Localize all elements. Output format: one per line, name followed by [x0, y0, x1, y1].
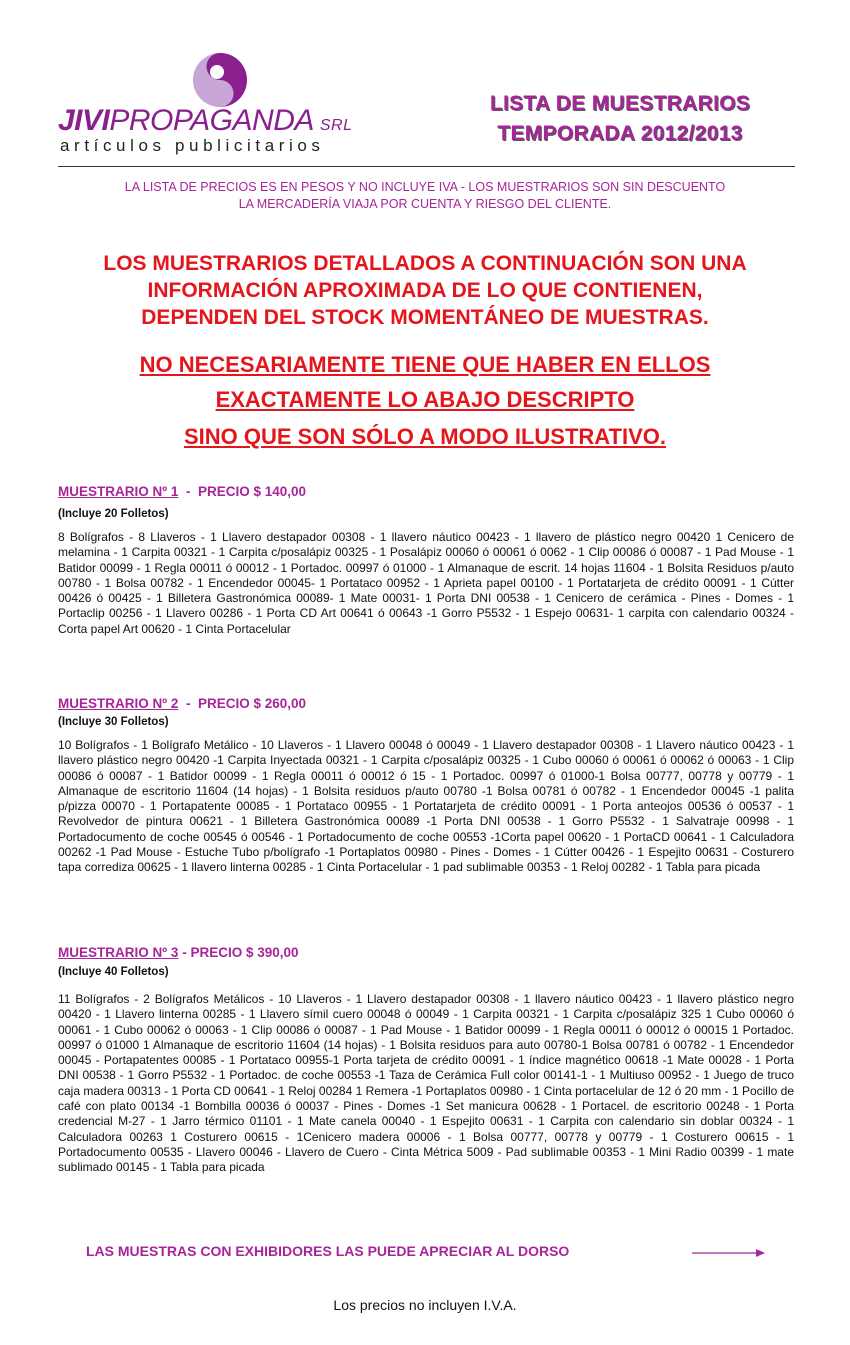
section-1-contents: 8 Bolígrafos - 8 Llaveros - 1 Llavero destapador 00308 - 1 llavero náutico 00423 - 1 llavero de plástico negro 00420 1 Cenicero de melamina - 1 Carpita 00321 - 1 Carpita c/posalápiz 00325 - 1 Posalápiz 00060 ó 00061 ó 0062 - 1 Clip 00086 ó 00087 - 1 Pad Mouse - 1 Batidor 00099 - 1 Regla 00011 ó 00012 - 1 Portadoc. 00997 ó 01000 - 1 Almanaque de escrit. 14 hojas 11604 - 1 Bolsita Residuos p/auto 00780 - 1 Bolsa 00782 - 1 Encendedor 00045- 1 Portataco 00952 - 1 Aprieta papel 00100 - 1 Portatarjeta de crédito 00091 - 1 Cútter 00426 ó 00425 - 1 Billetera Gastronómica 00089- 1 Mate 00031- 1 Porta DNI 00538 - 1 Cenicero de cerámica - Pines - Domes - 1 Portaclip 00256 - 1 Llavero 00286 - 1 Porta CD Art 00641 ó 00643 -1 Gorro P5532 - 1 Espejo 00631- 1 carpita con calendario 00324 - Corta papel Art 00620 - 1 Cinta Portacelular	[58, 530, 794, 636]
logo-brand-rest: PROPAGANDA	[109, 104, 314, 137]
logo-tagline: artículos publicitarios	[60, 136, 325, 155]
section-1-heading	[58, 484, 306, 499]
warning-underlined-line-2: EXACTAMENTE LO ABAJO DESCRIPTO	[215, 387, 635, 412]
header-divider	[58, 166, 795, 167]
section-1-separator: -	[185, 484, 191, 499]
warning-line-1: LOS MUESTRARIOS DETALLADOS A CONTINUACIÓN SON UNA	[103, 252, 747, 275]
section-2-name: MUESTRARIO Nº 2	[58, 696, 179, 711]
section-3-price: PRECIO $ 390,00	[190, 945, 299, 960]
section-2-price: PRECIO $ 260,00	[197, 696, 307, 711]
section-2-separator: -	[185, 696, 191, 711]
section-2-contents: 10 Bolígrafos - 1 Bolígrafo Metálico - 10 Llaveros - 1 Llavero 00048 ó 00049 - 1 Llavero destapador 00308 - 1 Llavero náutico 00423 - 1 llavero plástico negro 00420 -1 Carpita Inyectada 00321 - 1 Carpita c/posalápiz 00325 - 1 Cubo 00060 ó 00061 ó 00062 ó 00063 - 1 Clip 00086 ó 00087 - 1 Batidor 00099 - 1 Regla 00011 ó 00012 ó 15 - 1 Portadoc. 00997 ó 01000-1 Bolsa 00777, 00778 y 00779 - 1 Almanaque de escritorio 11604 (14 hojas) - 1 Bolsita residuos p/auto 00780 -1 Bolsa 00781 ó 00782 - 1 Encendedor 00045 -1 palita p/pizza 00070 - 1 Portapatente 00085 - 1 Portataco 00955 - 1 Portatarjeta de crédito 00091 - 1 Porta anteojos 00536 ó 00537 - 1 Revolvedor de pintura 00621 - 1 Billetera Gastronómica 00089 -1 Porta DNI 00538 - 1 Gorro P5532 - 1 Salvatraje 00998 - 1 Portadocumento de coche 00545 ó 00546 - 1 Portadocumento de coche 00553 -1Corta papel 00620 - 1 PortaCD 00641 - 1 Calculadora 00262 -1 Pad Mouse - Estuche Tubo p/bolígrafo -1 Portaplatos 00980 - Pines - Domes - 1 Cútter 00426 - 1 Espejito 00631 - Costurero tapa corrediza 00625 - 1 llavero linterna 00285 - 1 Cinta Portacelular - 1 pad sublimable 00353 - 1 Reloj 00282 - 1 Tabla para picada	[58, 738, 794, 875]
footer-exhibitors-note: LAS MUESTRAS CON EXHIBIDORES LAS PUEDE APRECIAR AL DORSO	[86, 1243, 570, 1259]
warning-line-3: DEPENDEN DEL STOCK MOMENTÁNEO DE MUESTRAS.	[141, 306, 709, 329]
section-2-folletos: (Incluye 30 Folletos)	[58, 716, 169, 728]
section-3-folletos: (Incluye 40 Folletos)	[58, 966, 169, 978]
warning-underlined-line-1: NO NECESARIAMENTE TIENE QUE HABER EN ELLOS	[139, 352, 711, 377]
logo-suffix: SRL	[319, 117, 353, 134]
footer-iva-note: Los precios no incluyen I.V.A.	[333, 1297, 517, 1313]
price-note-line-2: LA MERCADERÍA VIAJA POR CUENTA Y RIESGO DEL CLIENTE.	[238, 197, 612, 211]
section-3-heading	[58, 945, 299, 960]
section-1-name: MUESTRARIO Nº 1	[58, 484, 179, 499]
section-3-contents: 11 Bolígrafos - 2 Bolígrafos Metálicos - 10 Llaveros - 1 Llavero destapador 00308 - 1 llavero náutico 00423 - 1 llavero plástico negro 00420 - 1 Llavero linterna 00285 - 1 Llavero símil cuero 00048 ó 00049 - 1 Carpita 00321 - 1 Carpita c/posalápiz 325 1 Cubo 00060 ó 00061 - 1 Cubo 00062 ó 00063 - 1 Clip 00086 ó 00087 - 1 Pad Mouse - 1 Batidor 00099 - 1 Regla 00011 ó 00012 ó 00015 1 Portadoc. 00997 ó 01000 1 Almanaque de escritorio 11604 (14 hojas) - 1 Bolsita residuos para auto 00780-1 Bolsa 00781 ó 00782 - 1 Encendedor 00045 - Portapatentes 00085 - 1 Portataco 00955-1 Porta tarjeta de crédito 00091 - 1 índice magnético 00618 -1 Mate 00028 - 1 Porta DNI 00538 - 1 Gorro P5532 - 1 Portadoc. de coche 00553 -1 Taza de Cerámica Full color 00141-1 - 1 Multiuso 00952 - 1 Juego de truco caja madera 00313 - 1 Porta CD 00641 - 1 Reloj 00284 1 Remera -1 Portaplatos 00980 - 1 Cinta portacelular de 12 ó 20 mm - 1 Pocillo de café con plato 00134 -1 Bombilla 00036 ó 00037 - Pines - Domes -1 Set manicura 00628 - 1 Portacel. de escritorio 00248 - 1 Porta credencial M-27 - 1 Jarro térmico 01101 - 1 Mate canela 00040 - 1 Espejito 00631 - 1 Carpita con calendario sin doblar 00324 - 1 Calculadora 00263 1 Costurero 00615 - 1Cenicero madera 00006 - 1 Bolsa 00777, 00778 y 00779 - 1 Costurero 00615 - 1 Portadocumento 00535 - Llavero 00046 - Llavero de Cuero - Cinta Métrica 5009 - Pad sublimable 00353 - 1 Mini Radio 00399 - 1 mate sublimado 00145 - 1 Tabla para picada	[58, 992, 794, 1175]
arrow-right-icon	[692, 1246, 766, 1260]
warning-line-2: INFORMACIÓN APROXIMADA DE LO QUE CONTIENEN,	[147, 279, 703, 302]
price-note-line-1: LA LISTA DE PRECIOS ES EN PESOS Y NO INCLUYE IVA - LOS MUESTRARIOS SON SIN DESCUENTO	[124, 180, 726, 194]
section-1-folletos: (Incluye 20 Folletos)	[58, 508, 169, 520]
logo-brand-bold: JIVI	[58, 104, 110, 137]
page-title-line-1: LISTA DE MUESTRARIOS	[489, 92, 751, 115]
warning-underlined-line-3: SINO QUE SON SÓLO A MODO ILUSTRATIVO.	[184, 424, 666, 449]
section-3-separator: -	[182, 945, 187, 960]
page-title-line-2: TEMPORADA 2012/2013	[497, 122, 743, 145]
section-3-name: MUESTRARIO Nº 3	[58, 945, 179, 960]
section-1-price: PRECIO $ 140,00	[197, 484, 307, 499]
logo-mark-icon	[192, 52, 248, 108]
section-2-heading	[58, 696, 306, 711]
logo-brand	[58, 104, 353, 138]
